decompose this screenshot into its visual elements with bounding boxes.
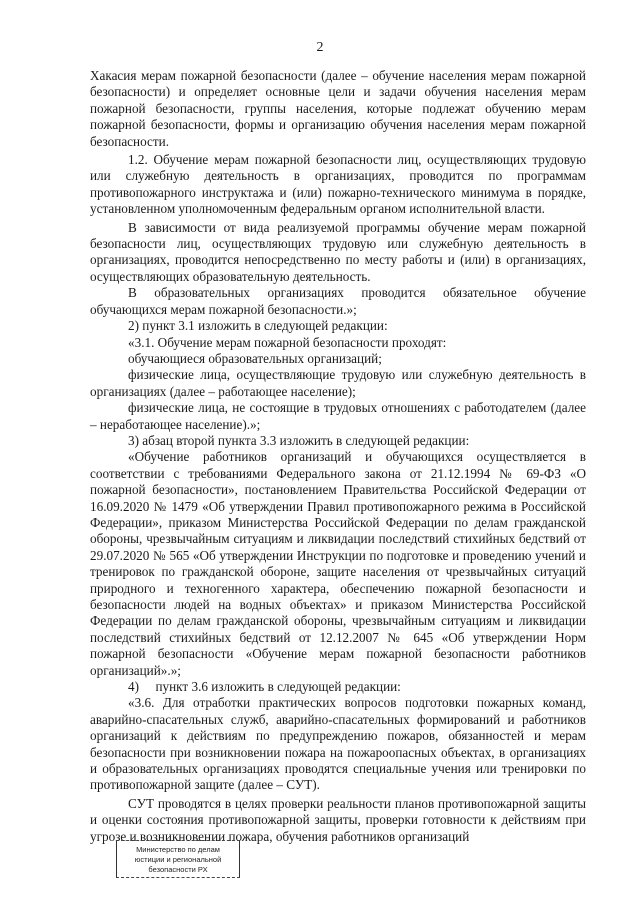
paragraph: 1.2. Обучение мерам пожарной безопасности лиц, осуществляющих трудовую или служебную деятельность в организациях, проводится по программам противопожарного инструктажа и (или) пожарно-технического минимума в порядке, установленном уполномоченным федеральным органом исполнительной власти. xyxy=(90,152,586,217)
paragraph: СУТ проводятся в целях проверки реальности планов противопожарной защиты и оценки состояния противопожарной защиты, проверки готовности к действиям при угрозе и возникновении пожара, обучения работников организаций xyxy=(90,795,586,844)
paragraph: физические лица, не состоящие в трудовых отношениях с работодателем (далее – неработающее население).»; xyxy=(90,400,586,432)
stamp-line: безопасности РХ xyxy=(148,865,208,874)
paragraph: обучающиеся образовательных организаций; xyxy=(128,350,382,366)
paragraph: физические лица, осуществляющие трудовую или служебную деятельность в организациях (далее – работающее население); xyxy=(90,367,586,399)
paragraph: 3) абзац второй пункта 3.3 изложить в следующей редакции: xyxy=(128,432,470,448)
registration-stamp xyxy=(116,840,240,878)
paragraph: 2) пункт 3.1 изложить в следующей редакции: xyxy=(128,318,388,334)
paragraph: 4) пункт 3.6 изложить в следующей редакции: xyxy=(128,679,401,695)
paragraph: «Обучение работников организаций и обучающихся осуществляется в соответствии с требованиями Федерального закона от 21.12.1994 № 69-ФЗ «О пожарной безопасности», постановлением Правительства Российской Федерации от 16.09.2020 № 1479 «Об утверждении Правил противопожарного режима в Российской Федерации», приказом Министерства Российской Федерации по делам гражданской обороны, чрезвычайным ситуациям и ликвидации последствий стихийных бедствий от 29.07.2020 № 565 «Об утверждении Инструкции по подготовке и проведению учений и тренировок по гражданской обороне, защите населения от чрезвычайных ситуаций природного и техногенного характера, обеспечению пожарной безопасности и безопасности людей на водных объектах» и приказом Министерства Российской Федерации по делам гражданской обороны, чрезвычайным ситуациям и ликвидации последствий стихийных бедствий от 12.12.2007 № 645 «Об утверждении Норм пожарной безопасности «Обучение мерам пожарной безопасности работников организаций».»; xyxy=(90,449,586,678)
paragraph: Хакасия мерам пожарной безопасности (далее – обучение населения мерам пожарной безопасности) и определяет основные цели и задачи обучения населения мерам пожарной безопасности, группы населения, которые подлежат обучению мерам пожарной безопасности, формы и организацию обучения населения мерам пожарной безопасности. xyxy=(90,68,586,149)
page-number: 2 xyxy=(316,40,324,55)
paragraph: «3.1. Обучение мерам пожарной безопасности проходят: xyxy=(128,334,447,350)
paragraph: «3.6. Для отработки практических вопросов подготовки пожарных команд, аварийно-спасательных служб, аварийно-спасательных формирований и работников организаций к действиям по предупреждению пожаров, обязанностей и мерам безопасности при возникновении пожара на пожароопасных объектах, в организациях и образовательных организациях проводятся специальные учения или тренировки по противопожарной защите (далее – СУТ). xyxy=(90,695,586,793)
paragraph: В образовательных организациях проводится обязательное обучение обучающихся мерам пожарной безопасности.»; xyxy=(90,285,586,317)
stamp-line: юстиции и региональной xyxy=(134,855,222,864)
stamp-line: Министерство по делам xyxy=(136,845,220,854)
document-body xyxy=(90,68,586,845)
paragraph: В зависимости от вида реализуемой программы обучение мерам пожарной безопасности лиц, осуществляющих трудовую или служебную деятельность в организациях, проводится непосредственно по месту работы и (или) в организациях, осуществляющих образовательную деятельность. xyxy=(90,219,586,284)
